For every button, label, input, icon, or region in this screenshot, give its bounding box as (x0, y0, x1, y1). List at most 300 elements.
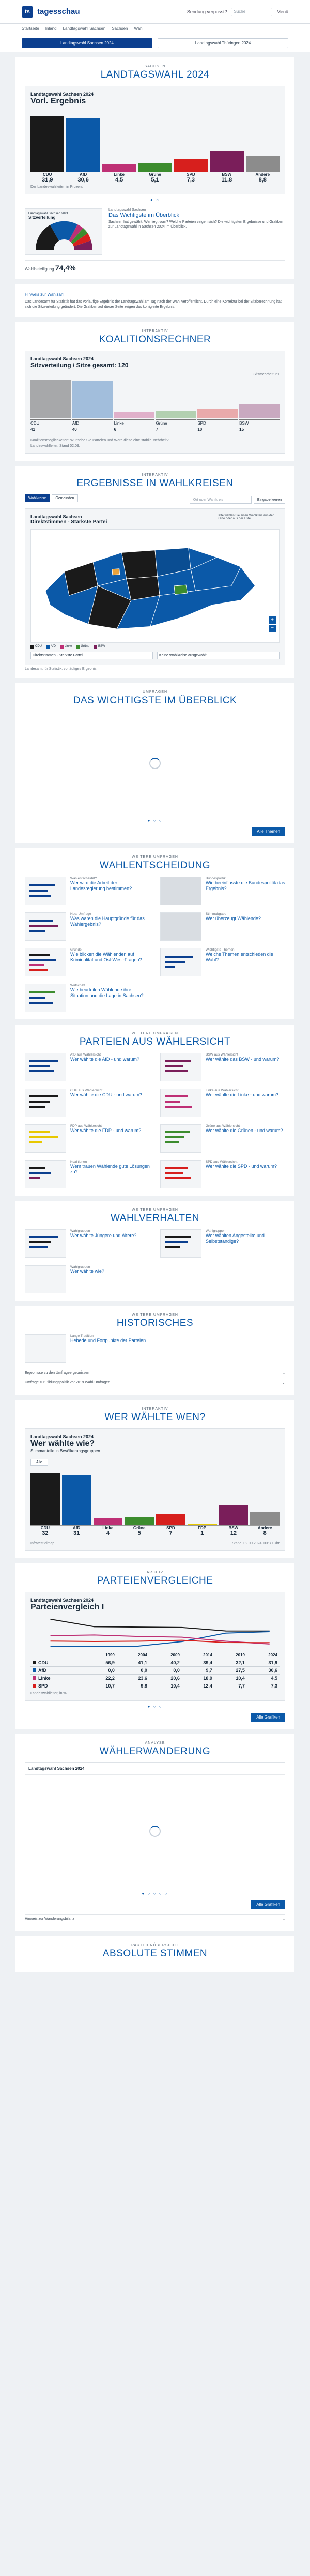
item-kicker: CDU aus Wählersicht (70, 1088, 103, 1092)
party-item[interactable] (160, 1160, 285, 1188)
decision-item[interactable] (160, 948, 285, 976)
seat-value (72, 418, 113, 432)
decision-item[interactable] (160, 877, 285, 905)
result-bar-bsw[interactable] (210, 151, 243, 172)
result-party-label: Linke (114, 172, 125, 177)
result-party-labels (30, 172, 280, 177)
chart-title: Direktstimmen - Stärkste Partei (30, 519, 107, 525)
party-item[interactable] (160, 1124, 285, 1153)
section-title: ABSOLUTE STIMMEN (102, 1948, 208, 1959)
value-cell: 0,0 (117, 1666, 149, 1674)
who-party-label: Grüne (133, 1525, 146, 1530)
item-title[interactable]: Hebede und Fortpunkte der Parteien (70, 1337, 146, 1343)
carousel-pager[interactable]: ● ○ ○ (147, 1704, 163, 1709)
seat-value (197, 418, 238, 432)
seats-teaser[interactable] (25, 208, 285, 255)
legend-swatch (76, 645, 80, 649)
breadcrumb (0, 24, 310, 34)
result-value: 7,3 (187, 177, 195, 183)
year-header: 2024 (268, 1652, 277, 1658)
section-kicker: WEITERE UMFRAGEN (132, 1031, 178, 1035)
who-bar-spd[interactable] (156, 1514, 185, 1525)
coalition-card (25, 351, 285, 454)
value-cell: 10,4 (214, 1674, 247, 1682)
behavior-item[interactable] (25, 1265, 150, 1293)
legend-label: AfD (51, 645, 56, 649)
map-legend (30, 645, 280, 649)
decision-item[interactable] (25, 877, 150, 905)
item-title[interactable]: Wer überzeugt Wählende? (206, 915, 261, 921)
chart-kicker: Landtagswahl Sachsen 2024 (30, 356, 94, 361)
chart-title: Parteienvergleich I (30, 1602, 104, 1611)
who-party-label: BSW (228, 1525, 239, 1530)
who-bar-bsw[interactable] (219, 1505, 249, 1525)
value-cell: 10,7 (84, 1682, 117, 1690)
zoom-out-icon[interactable]: − (269, 625, 276, 632)
value-cell: 23,6 (117, 1674, 149, 1682)
legend-swatch (60, 645, 64, 649)
seat-bar-afd[interactable] (72, 381, 113, 418)
seats-thumbnail[interactable] (25, 208, 102, 255)
districts-section (16, 466, 295, 678)
loading-thumbnail (25, 1265, 66, 1293)
history-section (16, 1306, 295, 1395)
menu-button[interactable]: Menü (276, 9, 288, 14)
accordion-label: Umfrage zur Bildungspolitik vor 2019 Wahl-Umfragen (25, 1380, 111, 1384)
top-bar (0, 0, 310, 24)
item-kicker: Lange Tradition (70, 1334, 94, 1338)
section-kicker: WEITERE UMFRAGEN (132, 855, 178, 859)
item-title[interactable]: Was waren die Hauptgründe für das Wahlergebnis? (70, 915, 145, 927)
result-bar-col (174, 110, 208, 172)
seat-party-label: Grüne (156, 419, 196, 426)
item-kicker: Bundespolitik (206, 876, 226, 880)
who-bar-andere[interactable] (250, 1512, 280, 1525)
compare-card (25, 1592, 285, 1701)
who-bar-fdp[interactable] (188, 1524, 217, 1525)
teaser-text: Sachsen hat gewählt. Wer liegt vorn? Welche Parteien zeigen sich? Die wichtigsten Ergebnisse und Grafiken zur Landtagswahl in Sachsen 2024 im Überblick. (109, 220, 283, 229)
value-cell: 9,8 (117, 1682, 149, 1690)
chevron-down-icon: ⌄ (282, 1917, 285, 1921)
item-title[interactable]: Wer wählten Angestellte und Selbstständige? (206, 1232, 265, 1244)
photo-thumbnail (160, 877, 202, 905)
who-value: 32 (42, 1530, 49, 1536)
seat-value (239, 418, 280, 432)
party-item[interactable] (25, 1124, 150, 1153)
who-party-label: CDU (40, 1525, 50, 1530)
legend-item (76, 645, 89, 649)
value-cell: 10,4 (149, 1682, 182, 1690)
item-kicker: Wahlgruppen (206, 1229, 226, 1233)
item-title[interactable]: Wer wählte Jüngere und Ältere? (70, 1232, 137, 1238)
section-title: WER WÄHLTE WEN? (104, 1411, 206, 1423)
who-value: 12 (230, 1530, 237, 1536)
result-value: 31,9 (42, 177, 53, 183)
legend-label: BSW (98, 645, 105, 649)
item-kicker: Linke aus Wählersicht (206, 1088, 239, 1092)
chart-thumbnail (160, 1229, 202, 1258)
behavior-item[interactable] (160, 1229, 285, 1258)
missed-broadcast-link[interactable]: Sendung verpasst? (187, 9, 227, 14)
result-value: 8,8 (258, 177, 267, 183)
section-kicker: PARTEIENÜBERSICHT (131, 1943, 179, 1947)
loading-spinner-icon (149, 758, 161, 769)
photo-thumbnail (160, 912, 202, 941)
result-bar-col (210, 110, 243, 172)
result-value: 11,8 (221, 177, 233, 183)
loading-thumbnail (25, 1334, 66, 1363)
party-item[interactable] (25, 1160, 150, 1188)
result-values (30, 177, 280, 183)
result-bar-spd[interactable] (174, 159, 208, 172)
district-map-icon[interactable] (31, 530, 279, 642)
seat-party-label: AfD (72, 419, 113, 426)
info-link[interactable]: Hinweis zur Wahlzahl (25, 292, 65, 297)
breadcrumb-item[interactable]: Inland (45, 26, 57, 31)
decision-item[interactable] (160, 912, 285, 941)
breadcrumb-item[interactable]: Sachsen (112, 26, 128, 31)
item-title[interactable]: Wer wählte die Grünen - und warum? (206, 1127, 283, 1133)
accordion-row[interactable] (25, 1368, 285, 1378)
trend-line-afd (51, 1632, 270, 1646)
legend-item (60, 645, 72, 649)
item-kicker: BSW aus Wählersicht (206, 1052, 238, 1057)
item-kicker: Wahlgruppen (70, 1229, 90, 1233)
value-cell: 27,5 (214, 1666, 247, 1674)
section-kicker: ANALYSE (145, 1741, 165, 1745)
item-kicker: Wahlgruppen (70, 1264, 90, 1269)
item-title[interactable]: Wie beurteilen Wählende ihre Situation und die Lage in Sachsen? (70, 987, 144, 999)
value-cell: 9,7 (182, 1666, 214, 1674)
chart-title: Sitzverteilung / Sitze gesamt: 120 (30, 361, 129, 369)
search-input[interactable]: Suche (231, 8, 272, 16)
parties-section (16, 1025, 295, 1196)
layer-select[interactable]: Direktstimmen - Stärkste Partei (30, 652, 153, 659)
item-title[interactable]: Wer wählte das BSW - und warum? (206, 1056, 280, 1062)
absolute-section (16, 1936, 295, 1972)
accordion-label: Hinweis zur Wanderungsbilanz (25, 1917, 74, 1921)
chevron-down-icon: ⌄ (282, 1371, 285, 1375)
item-kicker: Wirtschaft (70, 983, 85, 987)
seat-party-label: SPD (197, 419, 238, 426)
group-select[interactable]: Alle (30, 1459, 48, 1466)
chart-thumbnail (25, 1053, 66, 1081)
seat-count: 40 (72, 426, 113, 432)
section-kicker: INTERAKTIV (142, 329, 168, 333)
result-bar-col (30, 110, 64, 172)
party-cell: SPD (30, 1682, 84, 1690)
carousel-pager[interactable]: ● ○ ○ ○ ○ (142, 1891, 168, 1896)
table-row (30, 1666, 280, 1674)
who-party-label: Linke (102, 1525, 114, 1530)
result-bar-grüne[interactable] (138, 163, 172, 172)
who-section (16, 1400, 295, 1558)
result-bar-cdu[interactable] (30, 116, 64, 172)
seat-bar-cdu[interactable] (30, 380, 71, 418)
party-item[interactable] (25, 1089, 150, 1117)
who-bar-col (94, 1469, 123, 1525)
chevron-down-icon: ⌄ (282, 1381, 285, 1385)
section-title: WÄHLERWANDERUNG (99, 1745, 211, 1757)
party-item[interactable] (25, 1053, 150, 1081)
table-row (30, 1682, 280, 1690)
legend-label: CDU (35, 645, 42, 649)
zoom-in-icon[interactable]: + (269, 616, 276, 624)
value-cell: 20,6 (149, 1674, 182, 1682)
district-select[interactable]: Keine Wahlkreise ausgewählt (157, 652, 280, 659)
result-party-label: CDU (43, 172, 52, 177)
value-cell: 4,5 (247, 1674, 280, 1682)
overview-section (16, 683, 295, 843)
tab-thueringen[interactable]: Landtagswahl Thüringen 2024 (158, 38, 288, 48)
table-corner (30, 1652, 84, 1659)
seat-count: 41 (30, 426, 71, 432)
section-title: WAHLENTSCHEIDUNG (99, 860, 211, 871)
seat-count: 10 (197, 426, 238, 432)
seat-value (114, 418, 154, 432)
seat-bars[interactable] (30, 376, 280, 418)
value-cell: 7,7 (214, 1682, 247, 1690)
who-bar-col (250, 1469, 280, 1525)
site-logo[interactable]: tagesschau (37, 7, 80, 16)
value-cell: 7,3 (247, 1682, 280, 1690)
item-title[interactable]: Wer wählte die AfD - und warum? (70, 1056, 140, 1062)
map-card (25, 508, 285, 665)
result-bar-linke[interactable] (102, 164, 136, 172)
decision-item[interactable] (25, 948, 150, 976)
result-bar-col (102, 110, 136, 172)
result-party-label: Grüne (149, 172, 161, 177)
turnout-label: Wahlbeteiligung (25, 267, 54, 272)
migration-carousel[interactable] (25, 1774, 285, 1888)
chart-kicker: Landtagswahl Sachsen 2024 (30, 1597, 94, 1603)
turnout (25, 260, 285, 272)
seat-bar-grüne[interactable] (156, 411, 196, 417)
value-cell: 56,9 (84, 1659, 117, 1666)
majority-label: Sitzmehrheit: 61 (253, 372, 280, 376)
seat-bar-bsw[interactable] (239, 404, 280, 418)
section-kicker: WEITERE UMFRAGEN (132, 1208, 178, 1212)
parliament-semicircle-icon (28, 220, 100, 251)
result-bars (30, 110, 280, 172)
thumb-title: Landtagswahl Sachsen 2024 (28, 212, 69, 215)
who-bar-col (156, 1469, 185, 1525)
seat-party-label: Linke (114, 419, 154, 426)
section-kicker: INTERAKTIV (142, 473, 168, 477)
section-kicker: ARCHIV (146, 1570, 164, 1574)
item-title[interactable]: Wer wählte wie? (70, 1268, 104, 1274)
who-value: 4 (106, 1530, 110, 1536)
sachsen-map[interactable] (30, 529, 280, 643)
result-party-label: BSW (222, 172, 232, 177)
section-title: PARTEIENVERGLEICHE (97, 1575, 213, 1586)
clear-search-button[interactable]: Eingabe leeren (254, 496, 285, 504)
legend-item (46, 645, 56, 649)
info-section (16, 284, 295, 317)
value-cell: 41,1 (117, 1659, 149, 1666)
chart-date: Stand: 02.09.2024, 00:30 Uhr (232, 1541, 280, 1545)
chart-thumbnail (25, 984, 66, 1012)
value-cell: 40,2 (149, 1659, 182, 1666)
item-title[interactable]: Wie blicken die Wählenden auf Kriminalität und Ost-West-Fragen? (70, 951, 142, 963)
breadcrumb-item[interactable]: Startseite (22, 26, 39, 31)
party-item[interactable] (160, 1089, 285, 1117)
compare-table (30, 1652, 280, 1690)
party-cell: AfD (30, 1666, 84, 1674)
carousel-pager[interactable]: ● ○ (150, 198, 160, 202)
item-kicker: Grüne aus Wählersicht (206, 1124, 240, 1128)
item-kicker: Was entscheidet? (70, 876, 97, 880)
chart-thumbnail (25, 1124, 66, 1153)
decision-item[interactable] (25, 984, 150, 1012)
who-bar-col (125, 1469, 154, 1525)
item-title[interactable]: Wem trauen Wählende gute Lösungen zu? (70, 1163, 150, 1175)
who-bar-linke[interactable] (94, 1518, 123, 1525)
result-bar-afd[interactable] (66, 118, 100, 172)
item-title[interactable]: Wer wählte die Linke - und warum? (206, 1092, 278, 1097)
chart-thumbnail (160, 948, 202, 976)
chart-thumbnail (160, 1053, 202, 1081)
section-title: PARTEIEN AUS WÄHLERSICHT (79, 1036, 231, 1047)
chart-source: Infratest dimap (30, 1541, 55, 1545)
breadcrumb-item[interactable]: Landtagswahl Sachsen (63, 26, 106, 31)
item-kicker: Gründe (70, 947, 82, 952)
chart-thumbnail (160, 1160, 202, 1188)
value-cell: 39,4 (182, 1659, 214, 1666)
behavior-item[interactable] (25, 1229, 150, 1258)
item-title[interactable]: Wie beeinflusste die Bundespolitik das Ergebnis? (206, 880, 285, 892)
value-cell: 18,9 (182, 1674, 214, 1682)
carousel-pager[interactable]: ● ○ ○ (147, 818, 163, 823)
seat-bar-spd[interactable] (197, 409, 238, 418)
all-topics-button[interactable]: Alle Themen (252, 827, 285, 836)
chart-subtitle: Stimmanteile in Bevölkerungsgruppen (30, 1448, 100, 1453)
item-title[interactable]: Wer wählte die FDP - und warum? (70, 1127, 142, 1133)
item-kicker: Neu: Umfrage (70, 912, 91, 916)
chart-title: Vorl. Ergebnis (30, 97, 86, 106)
chart-thumbnail (25, 1229, 66, 1258)
overview-carousel[interactable] (25, 712, 285, 815)
compare-section (16, 1563, 295, 1729)
section-title: DAS WICHTIGSTE IM ÜBERBLICK (73, 695, 237, 706)
result-party-label: AfD (80, 172, 87, 177)
decision-item[interactable] (25, 912, 150, 941)
tab-gemeinden[interactable]: Gemeinden (52, 494, 78, 502)
result-party-label: Andere (255, 172, 270, 177)
all-charts-button[interactable]: Alle Grafiken (251, 1900, 285, 1909)
item-kicker: Stimmabgabe (206, 912, 227, 916)
value-cell: 12,4 (182, 1682, 214, 1690)
party-cell: Linke (30, 1674, 84, 1682)
section-title: HISTORISCHES (116, 1317, 194, 1329)
legend-swatch (46, 645, 50, 649)
who-bar-col (188, 1469, 217, 1525)
map-source: Landesamt für Statistik, vorläufiges Ergebnis (25, 667, 97, 671)
result-bar-col (66, 110, 100, 172)
thumb-subtitle: Sitzverteilung (28, 215, 56, 220)
accordion-row[interactable] (25, 1914, 285, 1924)
who-value: 31 (73, 1530, 80, 1536)
result-bar-col (138, 110, 172, 172)
section-kicker: INTERAKTIV (142, 1407, 168, 1411)
seat-party-label: BSW (239, 419, 280, 426)
chart-thumbnail (25, 877, 66, 905)
who-party-label: Andere (257, 1525, 272, 1530)
all-charts-button[interactable]: Alle Grafiken (251, 1713, 285, 1722)
chart-kicker: Landtagswahl Sachsen (30, 514, 82, 519)
breadcrumb-item[interactable]: Wahl (134, 26, 144, 31)
item-title[interactable]: Wer wird die Arbeit der Landesregierung bestimmen? (70, 880, 132, 892)
legend-item (30, 645, 42, 649)
party-swatch (33, 1668, 36, 1672)
item-title[interactable]: Wer wählte die SPD - und warum? (206, 1163, 277, 1169)
who-party-label: FDP (198, 1525, 207, 1530)
who-value: 8 (263, 1530, 267, 1536)
chart-thumbnail (160, 1124, 202, 1153)
tab-wahlkreise[interactable]: Wahlkreise (25, 494, 50, 502)
accordion-row[interactable] (25, 1378, 285, 1388)
coalition-hint: Koalitionsmöglichkeiten: Wunsche Sie Parteien und Wäre diese eine stabile Mehrheit? (30, 436, 280, 442)
item-title[interactable]: Welche Themen entschieden die Wahl? (206, 951, 273, 963)
teaser-title[interactable]: Das Wichtigste im Überblick (109, 212, 179, 218)
year-header: 1999 (105, 1652, 115, 1658)
chart-kicker: Landtagswahl Sachsen 2024 (30, 1434, 94, 1439)
seat-count: 6 (114, 426, 154, 432)
who-bar-afd[interactable] (62, 1475, 91, 1525)
tab-sachsen[interactable]: Landtagswahl Sachsen 2024 (22, 38, 152, 48)
item-title[interactable]: Wer wählte die CDU - und warum? (70, 1092, 142, 1097)
legend-label: Grüne (81, 645, 90, 649)
legend-swatch (30, 645, 34, 649)
result-bar-andere[interactable] (246, 156, 280, 172)
logo-icon[interactable]: ts (22, 6, 33, 18)
result-value: 30,6 (78, 177, 89, 183)
result-section (16, 57, 295, 279)
who-bar-grüne[interactable] (125, 1517, 154, 1525)
chart-thumbnail (25, 948, 66, 976)
election-tabs (0, 34, 310, 52)
chart-source: Landeswahlleiter, Stand 02.09. (30, 444, 80, 448)
chart-thumbnail (25, 912, 66, 941)
district-search-input[interactable]: Ort oder Wahlkreis (190, 496, 252, 504)
value-cell: 30,6 (247, 1666, 280, 1674)
result-value: 5,1 (151, 177, 159, 183)
migration-section (16, 1734, 295, 1931)
value-cell: 0,0 (149, 1666, 182, 1674)
who-bars (30, 1469, 280, 1526)
party-item[interactable] (160, 1053, 285, 1081)
behavior-section (16, 1201, 295, 1301)
seat-count: 15 (239, 426, 280, 432)
who-bar-col (219, 1469, 249, 1525)
item-kicker: SPD aus Wählersicht (206, 1159, 238, 1164)
seat-bar-linke[interactable] (114, 412, 154, 418)
value-cell: 22,2 (84, 1674, 117, 1682)
history-item[interactable] (25, 1334, 285, 1363)
year-header: 2014 (203, 1652, 212, 1658)
chart-source: Landeswahlleiter, in % (30, 1691, 67, 1695)
section-title: LANDTAGSWAHL 2024 (100, 69, 210, 80)
result-party-label: SPD (187, 172, 195, 177)
party-swatch (33, 1661, 36, 1664)
who-bar-cdu[interactable] (30, 1473, 60, 1525)
turnout-value: 74,4% (55, 264, 76, 272)
party-swatch (33, 1676, 36, 1680)
chart-kicker: Landtagswahl Sachsen 2024 (30, 92, 94, 97)
who-value: 5 (137, 1530, 141, 1536)
item-kicker: Koalitionen (70, 1159, 87, 1164)
who-value: 7 (169, 1530, 173, 1536)
